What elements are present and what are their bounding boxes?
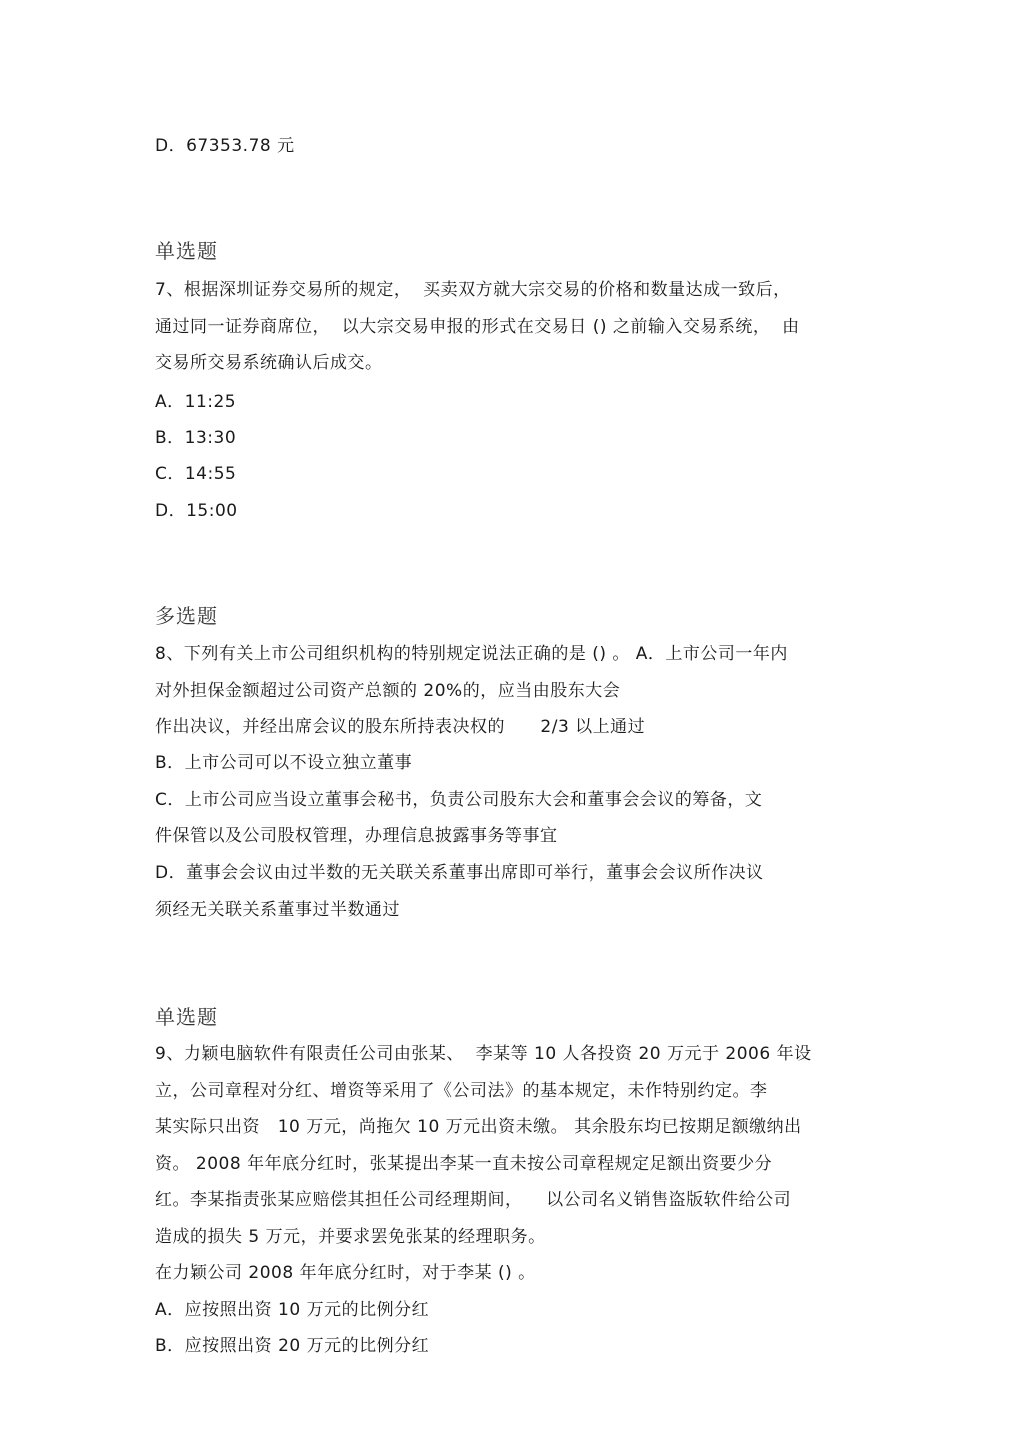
question-line: 对外担保金额超过公司资产总额的 20%的，应当由股东大会 [155, 681, 621, 701]
option-d: D．15:00 [155, 501, 238, 521]
question-stem-line: 红。李某指责张某应赔偿其担任公司经理期间， 以公司名义销售盗版软件给公司 [155, 1190, 792, 1210]
option-d-prev: D．67353.78 元 [155, 136, 295, 156]
option-a: A．11:25 [155, 392, 237, 412]
question-stem-line: 资。 2008 年年底分红时，张某提出李某一直未按公司章程规定足额出资要少分 [155, 1154, 773, 1174]
question-stem-line: 某实际只出资 10 万元，尚拖欠 10 万元出资未缴。 其余股东均已按期足额缴纳出 [155, 1117, 802, 1137]
option-b: B．应按照出资 20 万元的比例分红 [155, 1336, 430, 1356]
question-type-heading: 单选题 [155, 1005, 218, 1029]
question-line: 作出决议，并经出席会议的股东所持表决权的 2/3 以上通过 [155, 717, 646, 737]
option-b: B．13:30 [155, 428, 237, 448]
question-prompt: 在力颖公司 2008 年年底分红时，对于李某 () 。 [155, 1263, 536, 1283]
option-c: C．上市公司应当设立董事会秘书，负责公司股东大会和董事会会议的筹备，文 [155, 790, 763, 810]
question-stem-line: 交易所交易系统确认后成交。 [155, 353, 383, 373]
question-type-heading: 多选题 [155, 604, 218, 628]
question-stem-line: 9、力颖电脑软件有限责任公司由张某、 李某等 10 人各投资 20 万元于 2006 年设 [155, 1044, 812, 1064]
option-c-continued: 件保管以及公司股权管理，办理信息披露事务等事宜 [155, 826, 558, 846]
option-d-continued: 须经无关联关系董事过半数通过 [155, 900, 400, 920]
question-type-heading: 单选题 [155, 239, 218, 263]
option-c: C．14:55 [155, 464, 237, 484]
question-line: 8、下列有关上市公司组织机构的特别规定说法正确的是 () 。 A．上市公司一年内 [155, 644, 788, 664]
option-a: A．应按照出资 10 万元的比例分红 [155, 1300, 430, 1320]
question-stem-line: 通过同一证券商席位， 以大宗交易申报的形式在交易日 () 之前输入交易系统， 由 [155, 317, 800, 337]
option-d: D．董事会会议由过半数的无关联关系董事出席即可举行，董事会会议所作决议 [155, 863, 764, 883]
question-stem-line: 7、根据深圳证券交易所的规定， 买卖双方就大宗交易的价格和数量达成一致后， [155, 280, 791, 300]
option-b: B．上市公司可以不设立独立董事 [155, 753, 413, 773]
question-stem-line: 立，公司章程对分红、增资等采用了《公司法》的基本规定，未作特别约定。李 [155, 1081, 768, 1101]
question-stem-line: 造成的损失 5 万元，并要求罢免张某的经理职务。 [155, 1227, 546, 1247]
